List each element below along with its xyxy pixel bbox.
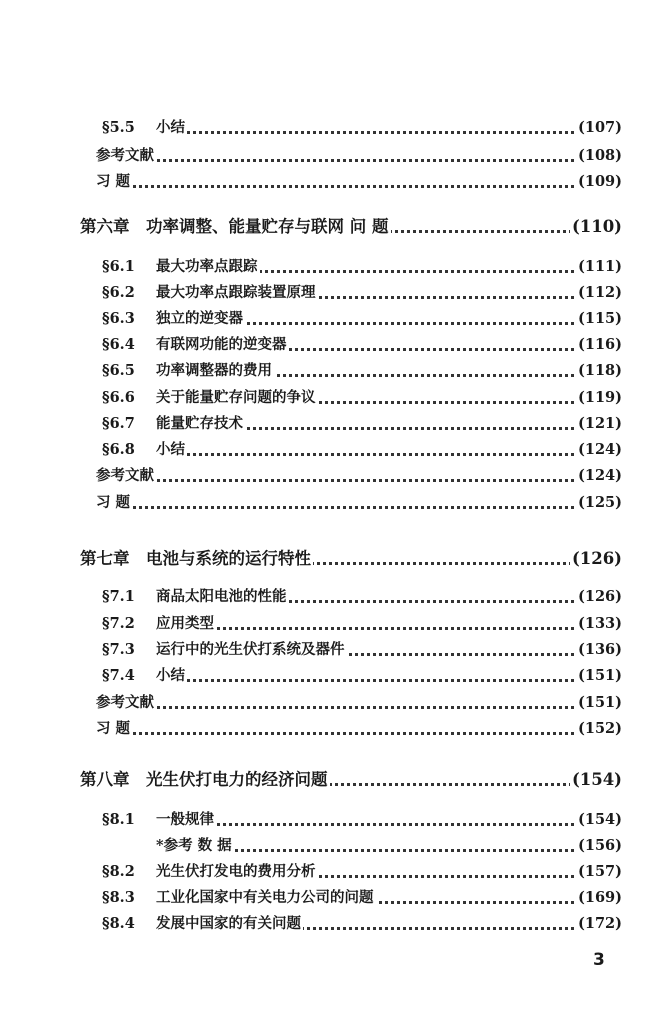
section-number: §6.8	[102, 441, 135, 458]
dot-leader	[176, 627, 592, 630]
page-ref: (154)	[570, 768, 622, 792]
page-ref: (125)	[576, 491, 622, 515]
page-ref: (172)	[576, 912, 622, 936]
section-number: §7.1	[102, 588, 135, 605]
section-number: §6.5	[102, 362, 135, 379]
page-number: 3	[593, 950, 605, 970]
page-ref: (121)	[576, 412, 622, 436]
page-ref: (169)	[576, 886, 622, 910]
page-ref: (116)	[576, 333, 622, 357]
section-number: §8.4	[102, 915, 135, 932]
page-ref: (118)	[576, 359, 622, 383]
toc-entry	[0, 438, 672, 462]
toc-chapter	[0, 547, 672, 571]
toc-chapter	[0, 768, 672, 792]
page-ref: (109)	[576, 170, 622, 194]
dot-leader	[116, 159, 592, 162]
page-ref: (124)	[576, 438, 622, 462]
entry-title: 工业化国家中有关电力公司的问题	[156, 886, 376, 910]
entry-title: 有联网功能的逆变器	[156, 333, 289, 357]
toc-entry	[0, 717, 672, 741]
dot-leader	[176, 849, 592, 852]
page-ref: (151)	[576, 664, 622, 688]
section-number: §8.1	[102, 811, 135, 828]
page-ref: (112)	[576, 281, 622, 305]
dot-leader	[176, 823, 592, 826]
entry-title: 应用类型	[156, 612, 216, 636]
section-number: §6.2	[102, 284, 135, 301]
section-number: §6.6	[102, 389, 135, 406]
toc-chapter	[0, 215, 672, 239]
entry-title: 一般规律	[156, 808, 216, 832]
toc-entry	[0, 307, 672, 331]
toc-entry	[0, 170, 672, 194]
entry-title: 参考文献	[96, 144, 156, 168]
toc-entry	[0, 612, 672, 636]
entry-title: 第六章 功率调整、能量贮存与联网 问 题	[80, 215, 391, 239]
entry-title: *参考 数 据	[156, 834, 234, 858]
entry-title: 第八章 光生伏打电力的经济问题	[80, 768, 330, 792]
page-ref: (119)	[576, 386, 622, 410]
section-number: §8.3	[102, 889, 135, 906]
entry-title: 参考文献	[96, 691, 156, 715]
section-number: §7.3	[102, 641, 135, 658]
dot-leader	[116, 506, 592, 509]
entry-title: 发展中国家的有关问题	[156, 912, 303, 936]
page-ref: (126)	[570, 547, 622, 571]
toc-entry	[0, 912, 672, 936]
entry-title: 小结	[156, 664, 187, 688]
entry-title: 参考文献	[96, 464, 156, 488]
dot-leader	[176, 453, 592, 456]
toc-entry	[0, 860, 672, 884]
entry-title: 习 题	[96, 491, 132, 515]
toc-entry	[0, 281, 672, 305]
toc-entry	[0, 638, 672, 662]
entry-title: 光生伏打发电的费用分析	[156, 860, 318, 884]
toc-entry	[0, 386, 672, 410]
toc-entry	[0, 691, 672, 715]
entry-title: 功率调整器的费用	[156, 359, 274, 383]
toc-entry	[0, 464, 672, 488]
toc-entry	[0, 834, 672, 858]
page-ref: (107)	[576, 116, 622, 140]
page-ref: (136)	[576, 638, 622, 662]
entry-title: 独立的逆变器	[156, 307, 245, 331]
section-number: §8.2	[102, 863, 135, 880]
entry-title: 小结	[156, 438, 187, 462]
section-number: §7.2	[102, 615, 135, 632]
toc-entry	[0, 144, 672, 168]
page-ref: (156)	[576, 834, 622, 858]
page-ref: (154)	[576, 808, 622, 832]
section-number: §5.5	[102, 119, 135, 136]
page-ref: (152)	[576, 717, 622, 741]
dot-leader	[116, 479, 592, 482]
dot-leader	[116, 732, 592, 735]
page-ref: (151)	[576, 691, 622, 715]
entry-title: 第七章 电池与系统的运行特性	[80, 547, 313, 571]
entry-title: 最大功率点跟踪	[156, 255, 260, 279]
section-number: §6.7	[102, 415, 135, 432]
dot-leader	[116, 706, 592, 709]
page-ref: (124)	[576, 464, 622, 488]
dot-leader	[116, 185, 592, 188]
section-number: §7.4	[102, 667, 135, 684]
toc-entry	[0, 886, 672, 910]
entry-title: 最大功率点跟踪装置原理	[156, 281, 318, 305]
section-number: §6.1	[102, 258, 135, 275]
toc-entry	[0, 664, 672, 688]
toc-entry	[0, 412, 672, 436]
page-ref: (108)	[576, 144, 622, 168]
page-ref: (126)	[576, 585, 622, 609]
toc-entry	[0, 808, 672, 832]
page-ref: (110)	[570, 215, 622, 239]
page-ref: (133)	[576, 612, 622, 636]
entry-title: 小结	[156, 116, 187, 140]
entry-title: 习 题	[96, 170, 132, 194]
toc-entry	[0, 116, 672, 140]
toc-entry	[0, 333, 672, 357]
entry-title: 能量贮存技术	[156, 412, 245, 436]
entry-title: 运行中的光生伏打系统及器件	[156, 638, 347, 662]
toc-entry	[0, 491, 672, 515]
toc-entry	[0, 359, 672, 383]
entry-title: 习 题	[96, 717, 132, 741]
entry-title: 关于能量贮存问题的争议	[156, 386, 318, 410]
toc-entry	[0, 585, 672, 609]
page-ref: (111)	[576, 255, 622, 279]
dot-leader	[176, 131, 592, 134]
page-ref: (157)	[576, 860, 622, 884]
dot-leader	[176, 679, 592, 682]
section-number: §6.3	[102, 310, 135, 327]
page-ref: (115)	[576, 307, 622, 331]
entry-title: 商品太阳电池的性能	[156, 585, 289, 609]
section-number: §6.4	[102, 336, 135, 353]
toc-entry	[0, 255, 672, 279]
